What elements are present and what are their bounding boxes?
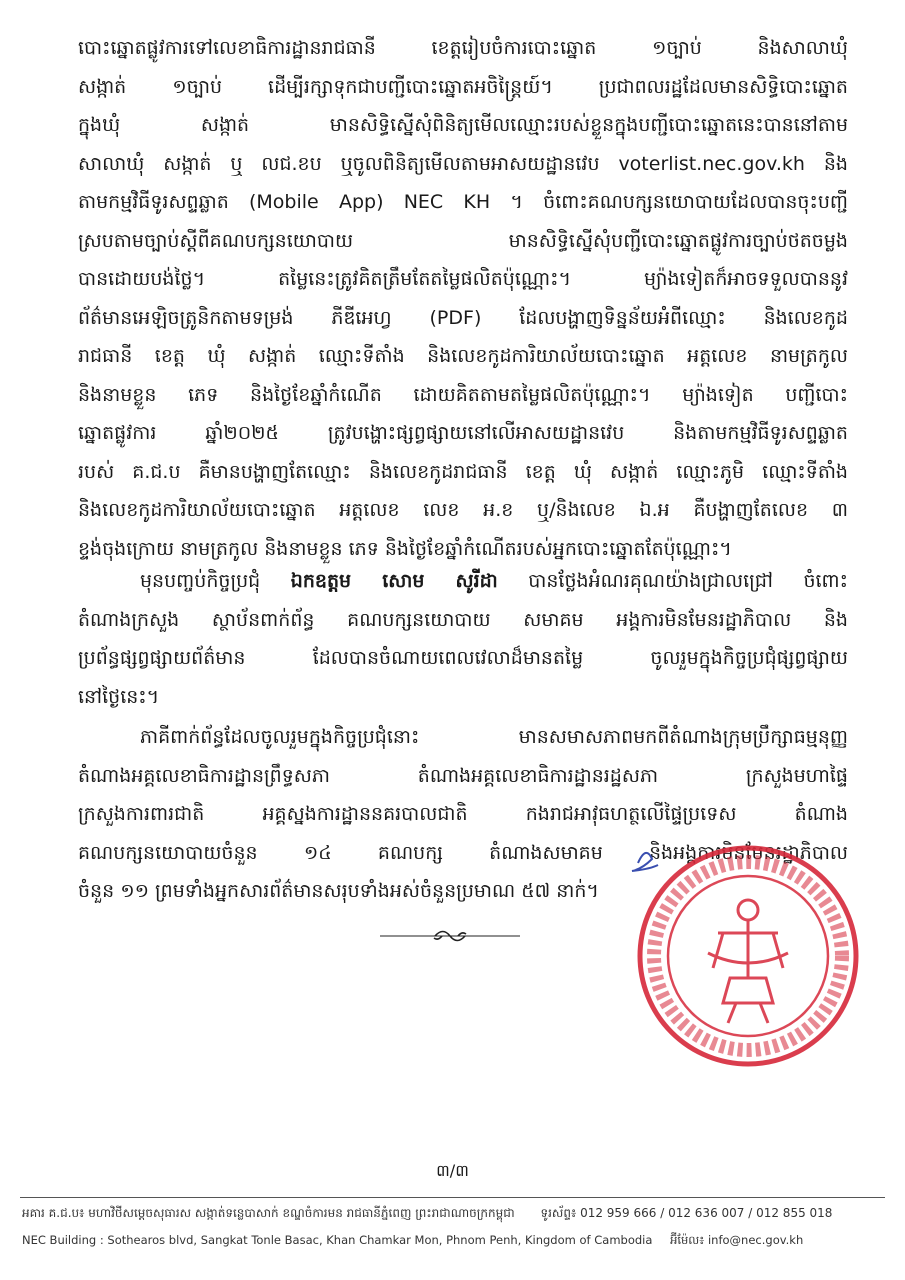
address-en: NEC Building : Sothearos blvd, Sangkat Tonle Basac, Khan Chamkar Mon, Phnom Penh, Kingdom of Cambodia	[22, 1233, 653, 1247]
footer-address-english	[22, 1233, 803, 1250]
phone-label: ទូរស័ព្ទ៖	[540, 1206, 577, 1220]
text-span: បានថ្លែងអំណរគុណយ៉ាងជ្រាលជ្រៅ ចំពោះ	[497, 570, 848, 592]
text-line: ភាគីពាក់ព័ន្ធដែលចូលរួមក្នុងកិច្ចប្រជុំនោះ មានសមាសភាពមកពីតំណាងក្រុមប្រឹក្សាធម្មនុញ្ញ	[140, 726, 848, 748]
text-line	[78, 562, 848, 601]
email-link[interactable]: info@nec.gov.kh	[707, 1233, 804, 1247]
text-line: សង្កាត់ ១ច្បាប់ ដើម្បីរក្សាទុកជាបញ្ជីបោះឆ្នោតអចិន្ត្រៃយ៍។ ប្រជាពលរដ្ឋដែលមានសិទ្ធិបោះឆ្នោត	[78, 75, 848, 98]
text-line: ស្របតាមច្បាប់ស្តីពីគណបក្សនយោបាយ មានសិទ្ធិស្នើសុំបញ្ជីបោះឆ្នោតផ្លូវការច្បាប់ថតចម្លង	[78, 229, 848, 252]
text-line: ព័ត៌មានអេឡិចត្រូនិកតាមទម្រង់ ភីឌីអេហ្វ (PDF) ដែលបង្ហាញទិន្នន័យអំពីឈ្មោះ និងលេខកូដ	[78, 306, 848, 329]
text-line: តាមកម្មវិធីទូរសព្ទឆ្លាត (Mobile App) NEC KH ។ ចំពោះគណបក្សនយោបាយដែលបានចុះបញ្ជី	[78, 191, 848, 213]
text-line: គណបក្សនយោបាយចំនួន ១៤ គណបក្ស តំណាងសមាគម និងអង្គការមិនមែនរដ្ឋាភិបាល	[78, 841, 848, 864]
text-line: របស់ គ.ជ.ប គឺមានបង្ហាញតែឈ្មោះ និងលេខកូដរាជធានី ខេត្ត ឃុំ សង្កាត់ ឈ្មោះភូមិ ឈ្មោះទីតាំង	[78, 460, 848, 483]
official-seal	[618, 838, 868, 1068]
ornament-divider	[380, 926, 520, 946]
text-line: ក្រសួងការពារជាតិ អគ្គស្នងការដ្ឋាននគរបាលជាតិ កងរាជអាវុធហត្ថលើផ្ទៃប្រទេស តំណាង	[78, 803, 848, 825]
text-line: និងលេខកូដការិយាល័យបោះឆ្នោត អត្តលេខ លេខ អ.ខ ឬ/និងលេខ ឯ.អ គឺបង្ហាញតែលេខ ៣	[78, 499, 848, 521]
text-line: បានដោយបង់ថ្លៃ។ តម្លៃនេះត្រូវគិតត្រឹមតែតម្លៃផលិតប៉ុណ្ណោះ។ ម្យ៉ាងទៀតក៏អាចទទួលបាននូវ	[78, 268, 848, 290]
paragraph-voter-list	[78, 29, 848, 568]
text-line: នៅថ្ងៃនេះ។	[78, 685, 160, 708]
signature	[632, 853, 658, 871]
email-label: អ៊ីម៉ែល៖	[670, 1233, 705, 1247]
footer-divider	[20, 1197, 885, 1198]
text-span: មុនបញ្ចប់កិច្ចប្រជុំ	[140, 570, 291, 592]
text-line: រាជធានី ខេត្ត ឃុំ សង្កាត់ ឈ្មោះទីតាំង និងលេខកូដការិយាល័យបោះឆ្នោត អត្តលេខ នាមត្រកូល	[78, 345, 848, 367]
text-line: និងនាមខ្លួន ភេទ និងថ្ងៃខែឆ្នាំកំណើត ដោយគិតតាមតម្លៃផលិតប៉ុណ្ណោះ។ ម្យ៉ាងទៀត បញ្ជីបោះ	[78, 383, 848, 406]
text-line: ចំនួន ១១ ព្រមទាំងអ្នកសារព័ត៌មានសរុបទាំងអស់ចំនួនប្រមាណ ៥៧ នាក់។	[78, 880, 599, 902]
text-line: តំណាងក្រសួង ស្ថាប័នពាក់ព័ន្ធ គណបក្សនយោបាយ សមាគម អង្គការមិនមែនរដ្ឋាភិបាល និង	[78, 608, 848, 631]
speaker-name: ឯកឧត្តម សោម សូរីដា	[290, 570, 498, 592]
address-km: អគារ គ.ជ.ប៖ មហាវិថីសម្តេចសុធារស សង្កាត់ទន្លេបាសាក់ ខណ្ឌចំការមន រាជធានីភ្នំពេញ ព្រះរាជាណាចក្រកម្ពុជា	[22, 1206, 515, 1220]
paragraph-closing-thanks	[78, 562, 848, 716]
footer-address-khmer	[22, 1205, 832, 1223]
text-line: ឆ្នោតផ្លូវការ ឆ្នាំ២០២៥ ត្រូវបង្ហោះផ្សព្វផ្សាយនៅលើអាសយដ្ឋានវេប និងតាមកម្មវិធីទូរសព្ទឆ្លាត	[78, 422, 848, 444]
text-line: ខ្ទង់ចុងក្រោយ នាមត្រកូល និងនាមខ្លួន ភេទ និងថ្ងៃខែឆ្នាំកំណើតរបស់អ្នកបោះឆ្នោតតែប៉ុណ្ណោះ។	[78, 537, 732, 560]
text-line: ក្នុងឃុំ សង្កាត់ មានសិទ្ធិស្នើសុំពិនិត្យមើលឈ្មោះរបស់ខ្លួនក្នុងបញ្ជីបោះឆ្នោតនេះបាននៅតាម	[78, 114, 848, 136]
text-line: បោះឆ្នោតផ្លូវការទៅលេខាធិការដ្ឋានរាជធានី ខេត្តរៀបចំការបោះឆ្នោត ១ច្បាប់ និងសាលាឃុំ	[78, 37, 848, 59]
page-number: ៣/៣	[436, 1161, 469, 1180]
text-line: តំណាងអគ្គលេខាធិការដ្ឋានព្រឹទ្ធសភា តំណាងអគ្គលេខាធិការដ្ឋានរដ្ឋសភា ក្រសួងមហាផ្ទៃ	[78, 764, 848, 787]
text-line: ប្រព័ន្ធផ្សព្វផ្សាយព័ត៌មាន ដែលបានចំណាយពេលវេលាដ៏មានតម្លៃ ចូលរួមក្នុងកិច្ចប្រជុំផ្សព្វផ្សាយ	[78, 647, 848, 669]
text-line: សាលាឃុំ សង្កាត់ ឬ លជ.ខប ឬចូលពិនិត្យមើលតាមអាសយដ្ឋានវេប voterlist.nec.gov.kh និង	[78, 152, 848, 175]
phone-numbers: 012 959 666 / 012 636 007 / 012 855 018	[580, 1206, 833, 1220]
